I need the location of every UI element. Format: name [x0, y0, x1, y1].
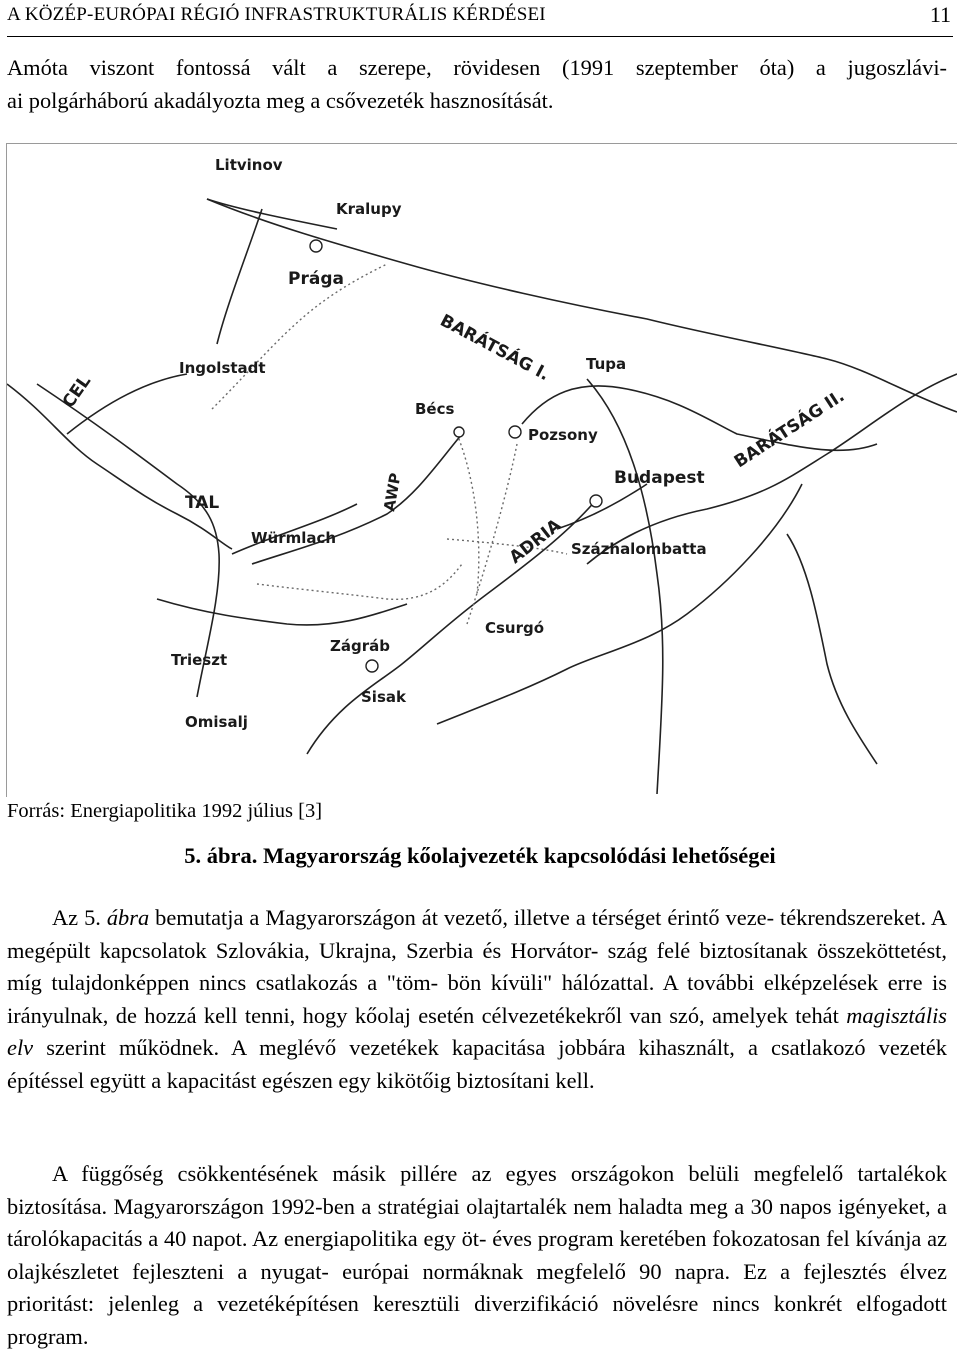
body1-italic-term: magisztális elv — [7, 1002, 947, 1060]
label-awp: AWP — [380, 471, 405, 513]
planned-link-3 — [467, 444, 517, 624]
label-zagrab: Zágráb — [330, 637, 390, 655]
planned-link-5 — [257, 564, 462, 599]
label-ingolstadt: Ingolstadt — [179, 359, 266, 377]
label-budapest: Budapest — [614, 468, 705, 488]
border-south — [157, 599, 407, 625]
label-csurgo: Csurgó — [485, 619, 545, 637]
ingolstadt-line — [217, 209, 262, 344]
intro-line-2: ai polgárháború akadályozta meg a csővezeték hasznosítását. — [7, 87, 554, 113]
running-header — [7, 0, 953, 37]
intro-line-1: Amóta viszont fontossá vált a szerepe, rövidesen (1991 szeptember óta) a jugoszlávi- — [7, 55, 947, 80]
label-sisak: Sisak — [361, 688, 406, 706]
adria-north-pipeline — [557, 484, 647, 529]
label-praga: Prága — [288, 269, 344, 289]
label-tal: TAL — [185, 493, 220, 513]
body1-lead: Az 5. — [52, 905, 107, 930]
label-wurmlach: Würmlach — [251, 529, 337, 547]
body2-text: A függőség csökkentésének másik pillére az egyes országokon belüli megfelelő tartalékok biztosítása. Magyarországon 1992-ben a stratégiai olajtartalék nem haladta meg a 30 napos igényeket, a tárolókapacitás a 40 napot. Az energiapolitika egy öt- éves program keretében fokozatosan fel kívánja az olajkészletet fejleszteni a nyugat- európai normáknak megfelelő 90 napra. Ez a fejlesztés élvez prioritást: jelenleg a vezetéképítésen keresztüli diverzifikáció növelésre nincs konkrét elfogadott program. — [7, 1161, 947, 1349]
label-pozsony: Pozsony — [528, 426, 598, 444]
body-paragraph-2 — [7, 1158, 947, 1353]
label-szazhalombatta: Százhalombatta — [571, 540, 707, 558]
body1-text-2: szerint működnek. A meglévő vezetékek kapacitása jobbára kihasznált, a csatlakozó vezeték építéssel együtt a kapacitást egészen egy kikötőig biztosítani kell. — [7, 1035, 947, 1093]
body1-lead-italic: ábra — [106, 905, 150, 930]
border-east — [787, 534, 877, 764]
south-pipeline — [437, 484, 802, 724]
baratsag-1-branch — [207, 199, 337, 229]
zagrab-marker — [366, 660, 378, 672]
intro-paragraph — [7, 52, 947, 117]
label-baratsag-1: BARÁTSÁG I. — [436, 310, 553, 386]
label-omisalj: Omisalj — [185, 713, 248, 731]
body1-text-1: bemutatja a Magyarországon át vezető, illetve a térséget érintő veze- tékrendszereket. A megépült kapcsolatok Szlovákia, Ukrajna, Szerbia és Horvátor- szág felé biztosítanak összeköttetést, míg tulajdonképpen nincs csatlakozás a "töm- bön kívüli" hálózattal. A további elképzelések erre is irányulnak, de hozzá kell tenni, hogy kőolaj esetén célvezetékekről van szó, amelyek tehát — [7, 905, 947, 1028]
pipeline-map-svg — [7, 144, 957, 797]
label-kralupy: Kralupy — [336, 200, 402, 218]
label-cel: CEL — [58, 371, 96, 412]
tupa-line — [587, 379, 663, 794]
label-becs: Bécs — [415, 400, 455, 418]
border-west — [7, 384, 232, 549]
label-baratsag-2: BARÁTSÁG II. — [730, 386, 849, 473]
pozsony-marker — [509, 426, 521, 438]
pipeline-map — [6, 143, 957, 797]
header-title: A KÖZÉP-EURÓPAI RÉGIÓ INFRASTRUKTURÁLIS KÉRDÉSEI — [7, 4, 546, 25]
figure-source: Forrás: Energiapolitika 1992 július [3] — [7, 800, 323, 822]
page-number: 11 — [929, 2, 951, 27]
label-trieszt: Trieszt — [171, 651, 228, 669]
budapest-marker — [590, 495, 602, 507]
label-adria: ADRIA — [505, 515, 566, 568]
figure-caption: 5. ábra. Magyarország kőolajvezeték kapcsolódási lehetőségei — [184, 843, 776, 868]
becs-marker — [454, 427, 464, 437]
baratsag-1-pipeline — [207, 199, 957, 412]
praga-marker — [310, 240, 322, 252]
label-litvinov: Litvinov — [215, 156, 283, 174]
planned-link-2 — [457, 434, 479, 594]
label-tupa: Tupa — [586, 355, 627, 373]
body-paragraph-1 — [7, 902, 947, 1097]
